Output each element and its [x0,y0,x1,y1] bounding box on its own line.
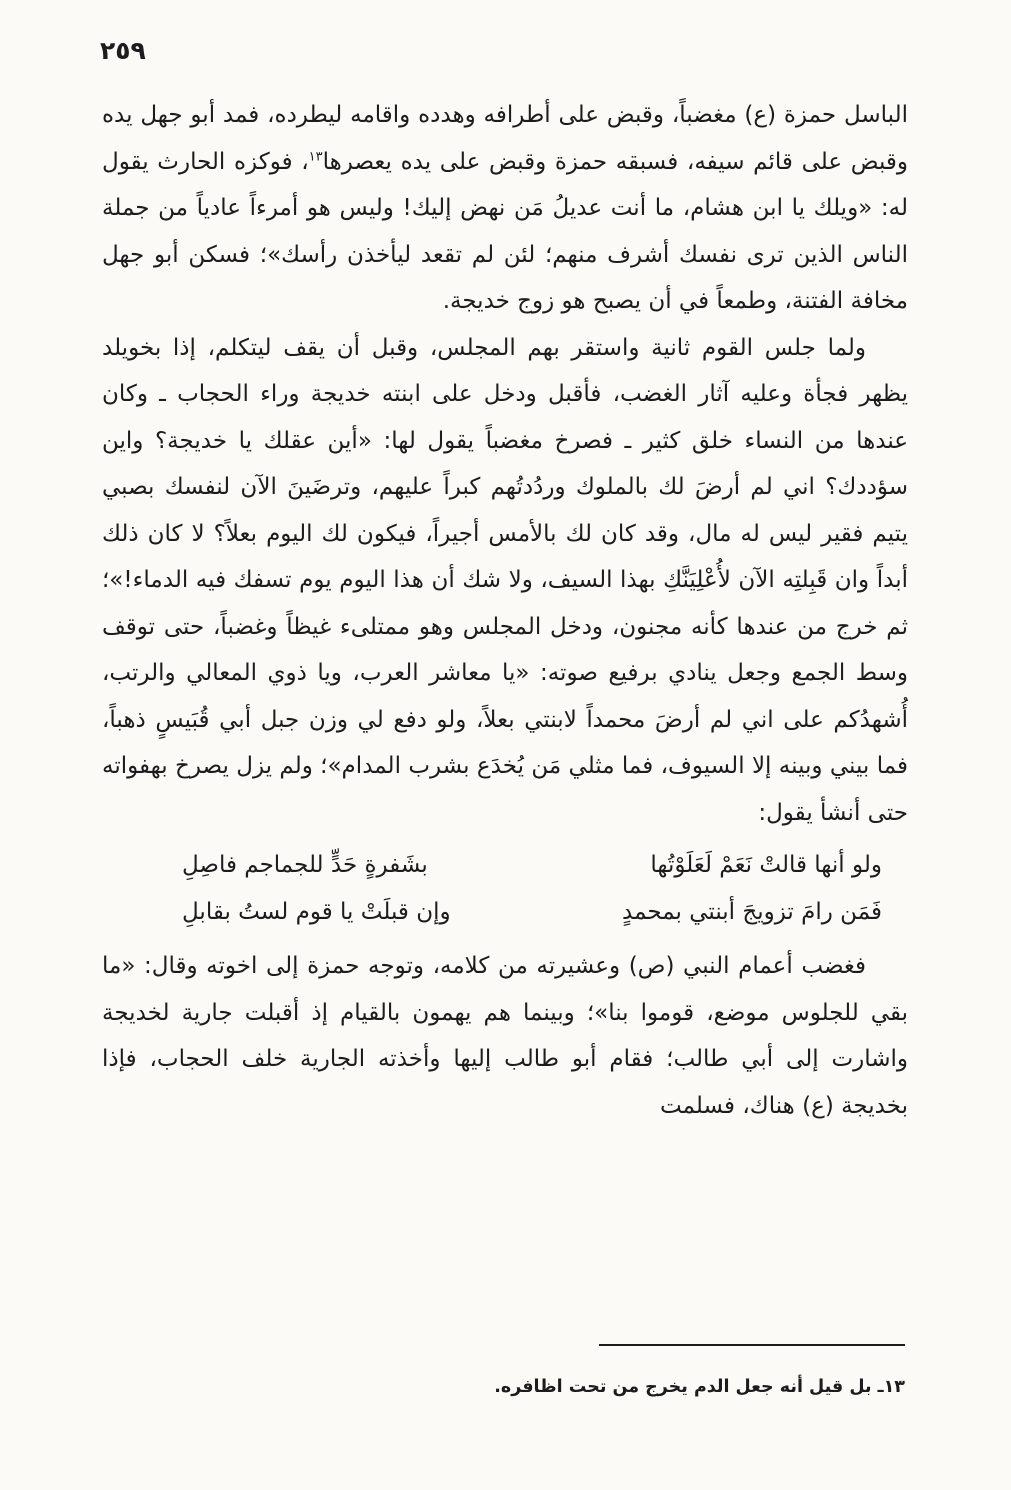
paragraph: فغضب أعمام النبي (ص) وعشيرته من كلامه، وتوجه حمزة إلى اخوته وقال: «ما بقي للجلوس موضع، قوموا بنا»؛ وبينما هم يهمون بالقيام إذ أقبلت جارية لخديجة واشارت إلى أبي طالب؛ فقام أبو طالب إليها وأخذته الجارية خلف الحجاب، فإذا بخديجة (ع) هناك، فسلمت [102,953,908,1119]
main-text-block [102,92,908,1129]
footnote-reference: ١٣ [308,148,323,164]
hemistich-left: بشَفرةٍ حَدٍّ للجماجم فاصِلِ [182,852,428,878]
verse-line [102,842,908,889]
verse-line [102,889,908,936]
hemistich-right: فَمَن رامَ تزويجَ أبنتي بمحمدٍ [622,898,882,925]
paragraph: ولما جلس القوم ثانية واستقر بهم المجلس، وقبل أن يقف ليتكلم، إذا بخويلد يظهر فجأة وعليه آثار الغضب، فأقبل ودخل على ابنته خديجة وراء الحجاب ـ وكان عندها من النساء خلق كثير ـ فصرخ مغضباً يقول لها: «أين عقلك يا خديجة؟ واين سؤددك؟ اني لم أرضَ لك بالملوك وردُدتُهم كبراً عليهم، وترضَينَ الآن لنفسك بصبي يتيم فقير ليس له مال، وقد كان لك بالأمس أجيراً، فيكون لك اليوم بعلاً؟ لا كان ذلك أبداً وان قَبِلتِه الآن لأُعْلِيَنَّكِ بهذا السيف، ولا شك أن هذا اليوم يوم تسفك فيه الدماء!»؛ ثم خرج من عندها كأنه مجنون، ودخل المجلس وهو ممتلىء غيظاً وغضباً، حتى توقف وسط الجمع وجعل ينادي برفيع صوته: «يا معاشر العرب، ويا ذوي المعالي والرتب، أُشهدُكم على اني لم أرضَ محمداً لابنتي بعلاً، ولو دفع لي وزن جبل أبي قُبَيسٍ ذهباً، فما بيني وبينه إلا السيوف، فما مثلي مَن يُخدَع بشرب المدام»؛ ولم يزل يصرخ بهفواته حتى أنشأ يقول: [102,334,908,826]
paragraph-text: ، فوكزه الحارث يقول له: «ويلك يا ابن هشام، ما أنت عديلُ مَن نهض إليك! وليس هو أمرءاً عادياً من جملة الناس الذين ترى نفسك أشرف منهم؛ لئن لم تقعد ليأخذن رأسك»؛ فسكن أبو جهل مخافة الفتنة، وطمعاً في أن يصبح هو زوج خديجة. [102,148,908,314]
paragraph [102,92,908,325]
hemistich-right: ولو أنها قالتْ نَعَمْ لَعَلَوْتُها [650,852,882,878]
hemistich-left: وإن قبلَتْ يا قوم لستُ بقابلِ [182,898,451,925]
poetry-block [102,842,908,935]
footnote [101,1372,905,1402]
page-number: ٢٥٩ [100,36,146,65]
footnote-text: بل قيل أنه جعل الدم يخرج من تحت اظافره. [494,1377,872,1397]
footnote-divider [599,1344,905,1346]
footnote-marker: ١٣ـ [877,1377,905,1397]
paragraph-text: الباسل حمزة (ع) مغضباً، وقبض على أطرافه وهدده واقامه ليطرده، فمد أبو جهل يده وقبض على قائم سيفه، فسبقه حمزة وقبض على يده يعصرها [102,102,908,175]
